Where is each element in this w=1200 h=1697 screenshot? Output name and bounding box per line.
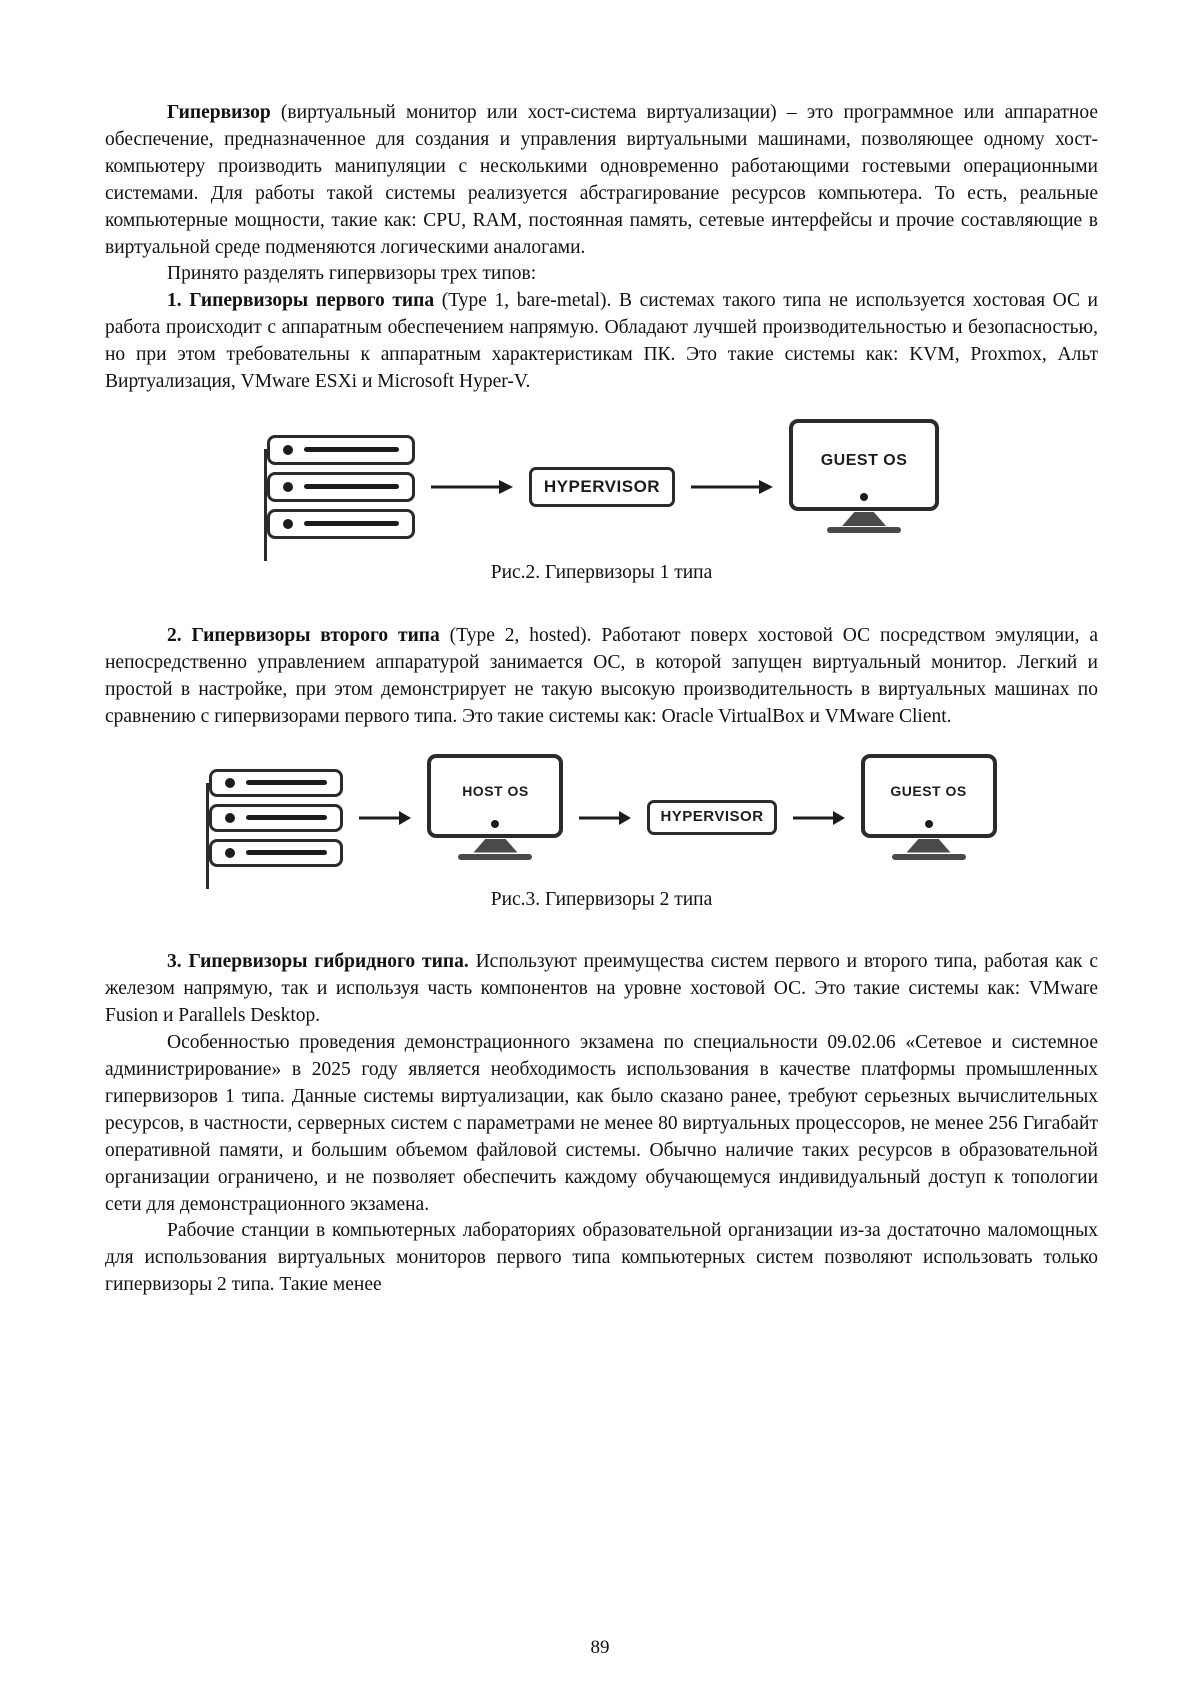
arrow-right-icon bbox=[791, 809, 847, 827]
host-os-monitor-icon bbox=[427, 754, 563, 860]
paragraph-type2-hypervisors bbox=[105, 623, 1098, 731]
hypervisor-box bbox=[647, 800, 776, 835]
paragraph-text: (виртуальный монитор или хост-система виртуализации) – это программное или аппаратное обеспечение, предназначенное для создания и управления виртуальными машинами, позволяющее одному хост-компьютеру производить манипуляции с несколькими одновременно работающими гостевыми операционными системами. Для работы такой системы реализуется абстрагирование ресурсов компьютера. То есть, реальные компьютерные мощности, такие как: CPU, RAM, постоянная память, сетевые интерфейсы и прочие составляющие в виртуальной среде подменяются логическими аналогами. bbox=[105, 102, 1098, 258]
paragraph-text: Используют преимущества систем первого и второго типа, работая как с железом напрямую, так и используя часть компонентов на уровне хостовой ОС. Это такие системы как: VMware Fusion и Parallels Desktop. bbox=[105, 951, 1098, 1027]
server-led-icon bbox=[225, 813, 235, 823]
paragraph-hybrid-hypervisors bbox=[105, 949, 1098, 1030]
paragraph-text: Особенностью проведения демонстрационного экзамена по специальности 09.02.06 «Сетевое и системное администрирование» в 2025 году является необходимость использования в качестве платформы промышленных гипервизоров 1 типа. Данные системы виртуализации, как было сказано ранее, требуют серьезных вычислительных ресурсов, в частности, серверных систем с параметрами не менее 80 виртуальных процессоров, не менее 256 Гигабайт оперативной памяти, и большим объемом файловой системы. Обычно наличие таких ресурсов в образовательной организации ограничено, и не позволяет обеспечить каждому обучающемуся индивидуальный доступ к топологии сети для демонстрационного экзамена. bbox=[105, 1032, 1098, 1215]
server-unit-icon bbox=[267, 509, 415, 539]
server-stack-icon bbox=[206, 769, 343, 867]
monitor-camera-dot-icon bbox=[860, 493, 868, 501]
paragraph-three-types-intro bbox=[105, 261, 1098, 288]
server-led-icon bbox=[283, 519, 293, 529]
server-slot-icon bbox=[246, 815, 327, 820]
server-slot-icon bbox=[304, 484, 399, 489]
arrow-right-icon bbox=[357, 809, 413, 827]
monitor-camera-dot-icon bbox=[925, 820, 933, 828]
paragraph-exam-requirements bbox=[105, 1030, 1098, 1218]
arrow-right-icon bbox=[577, 809, 633, 827]
monitor-stand-icon bbox=[907, 839, 951, 853]
monitor-base-icon bbox=[458, 854, 532, 860]
monitor-camera-dot-icon bbox=[491, 820, 499, 828]
monitor-screen bbox=[427, 754, 563, 838]
monitor-base-icon bbox=[892, 854, 966, 860]
paragraph-lead-bold: 3. Гипервизоры гибридного типа. bbox=[167, 951, 469, 973]
server-slot-icon bbox=[304, 447, 399, 452]
hypervisor-box bbox=[529, 467, 675, 506]
server-led-icon bbox=[283, 445, 293, 455]
paragraph-lead-bold: Гипервизор bbox=[167, 102, 271, 123]
server-slot-icon bbox=[246, 780, 327, 785]
page-number: 89 bbox=[590, 1636, 610, 1658]
paragraph-type1-hypervisors bbox=[105, 288, 1098, 396]
monitor-stand-icon bbox=[842, 512, 886, 526]
paragraph-lead-bold: 2. Гипервизоры второго типа bbox=[167, 624, 440, 646]
guest-os-label: GUEST OS bbox=[820, 451, 908, 469]
hypervisor-label: HYPERVISOR bbox=[543, 477, 661, 497]
paragraph-workstations bbox=[105, 1218, 1098, 1299]
figure-type2-diagram bbox=[105, 765, 1098, 871]
figure-caption-type2: Рис.3. Гипервизоры 2 типа bbox=[490, 888, 713, 910]
guest-os-monitor-icon bbox=[789, 419, 939, 533]
server-led-icon bbox=[225, 848, 235, 858]
guest-os-label: GUEST OS bbox=[890, 782, 967, 799]
paragraph-hypervisor-definition bbox=[105, 100, 1098, 261]
paragraph-text: (Type 2, hosted). Работают поверх хостовой ОС посредством эмуляции, а непосредственно управлением аппаратурой занимается ОС, в которой запущен виртуальный монитор. Легкий и простой в настройке, при этом демонстрирует не такую высокую производительность в виртуальных машинах по сравнению с гипервизорами первого типа. Это такие системы как: Oracle VirtualBox и VMware Client. bbox=[105, 624, 1099, 727]
guest-os-monitor-icon bbox=[861, 754, 997, 860]
figure-caption-type1: Рис.2. Гипервизоры 1 типа bbox=[490, 561, 713, 583]
server-unit-icon bbox=[209, 769, 343, 797]
figure-type1-diagram bbox=[105, 430, 1098, 544]
server-unit-icon bbox=[209, 804, 343, 832]
hypervisor-label: HYPERVISOR bbox=[660, 808, 764, 826]
paragraph-text: Принято разделять гипервизоры трех типов: bbox=[167, 263, 537, 285]
server-slot-icon bbox=[246, 850, 327, 855]
paragraph-text: Рабочие станции в компьютерных лабораториях образовательной организации из-за достаточно маломощных для использования виртуальных мониторов первого типа компьютерных систем позволяют использовать только гипервизоры 2 типа. Такие менее bbox=[105, 1220, 1098, 1296]
paragraph-text: (Type 1, bare-metal). В системах такого типа не используется хостовая ОС и работа происходит с аппаратным обеспечением напрямую. Обладают лучшей производительностью и безопасностью, но при этом требовательны к аппаратным характеристикам ПК. Это такие системы как: KVM, Proxmox, Альт Виртуализация, VMware ESXi и Microsoft Hyper-V. bbox=[105, 290, 1098, 393]
paragraph-lead-bold: 1. Гипервизоры первого типа bbox=[167, 290, 435, 312]
server-unit-icon bbox=[267, 435, 415, 465]
monitor-base-icon bbox=[827, 527, 901, 533]
server-unit-icon bbox=[267, 472, 415, 502]
monitor-stand-icon bbox=[473, 839, 517, 853]
host-os-label: HOST OS bbox=[462, 782, 529, 799]
server-slot-icon bbox=[304, 521, 399, 526]
arrow-right-icon bbox=[689, 478, 775, 496]
server-stack-icon bbox=[264, 435, 415, 539]
server-led-icon bbox=[283, 482, 293, 492]
monitor-screen bbox=[861, 754, 997, 838]
arrow-right-icon bbox=[429, 478, 515, 496]
server-unit-icon bbox=[209, 839, 343, 867]
monitor-screen bbox=[789, 419, 939, 511]
server-led-icon bbox=[225, 778, 235, 788]
